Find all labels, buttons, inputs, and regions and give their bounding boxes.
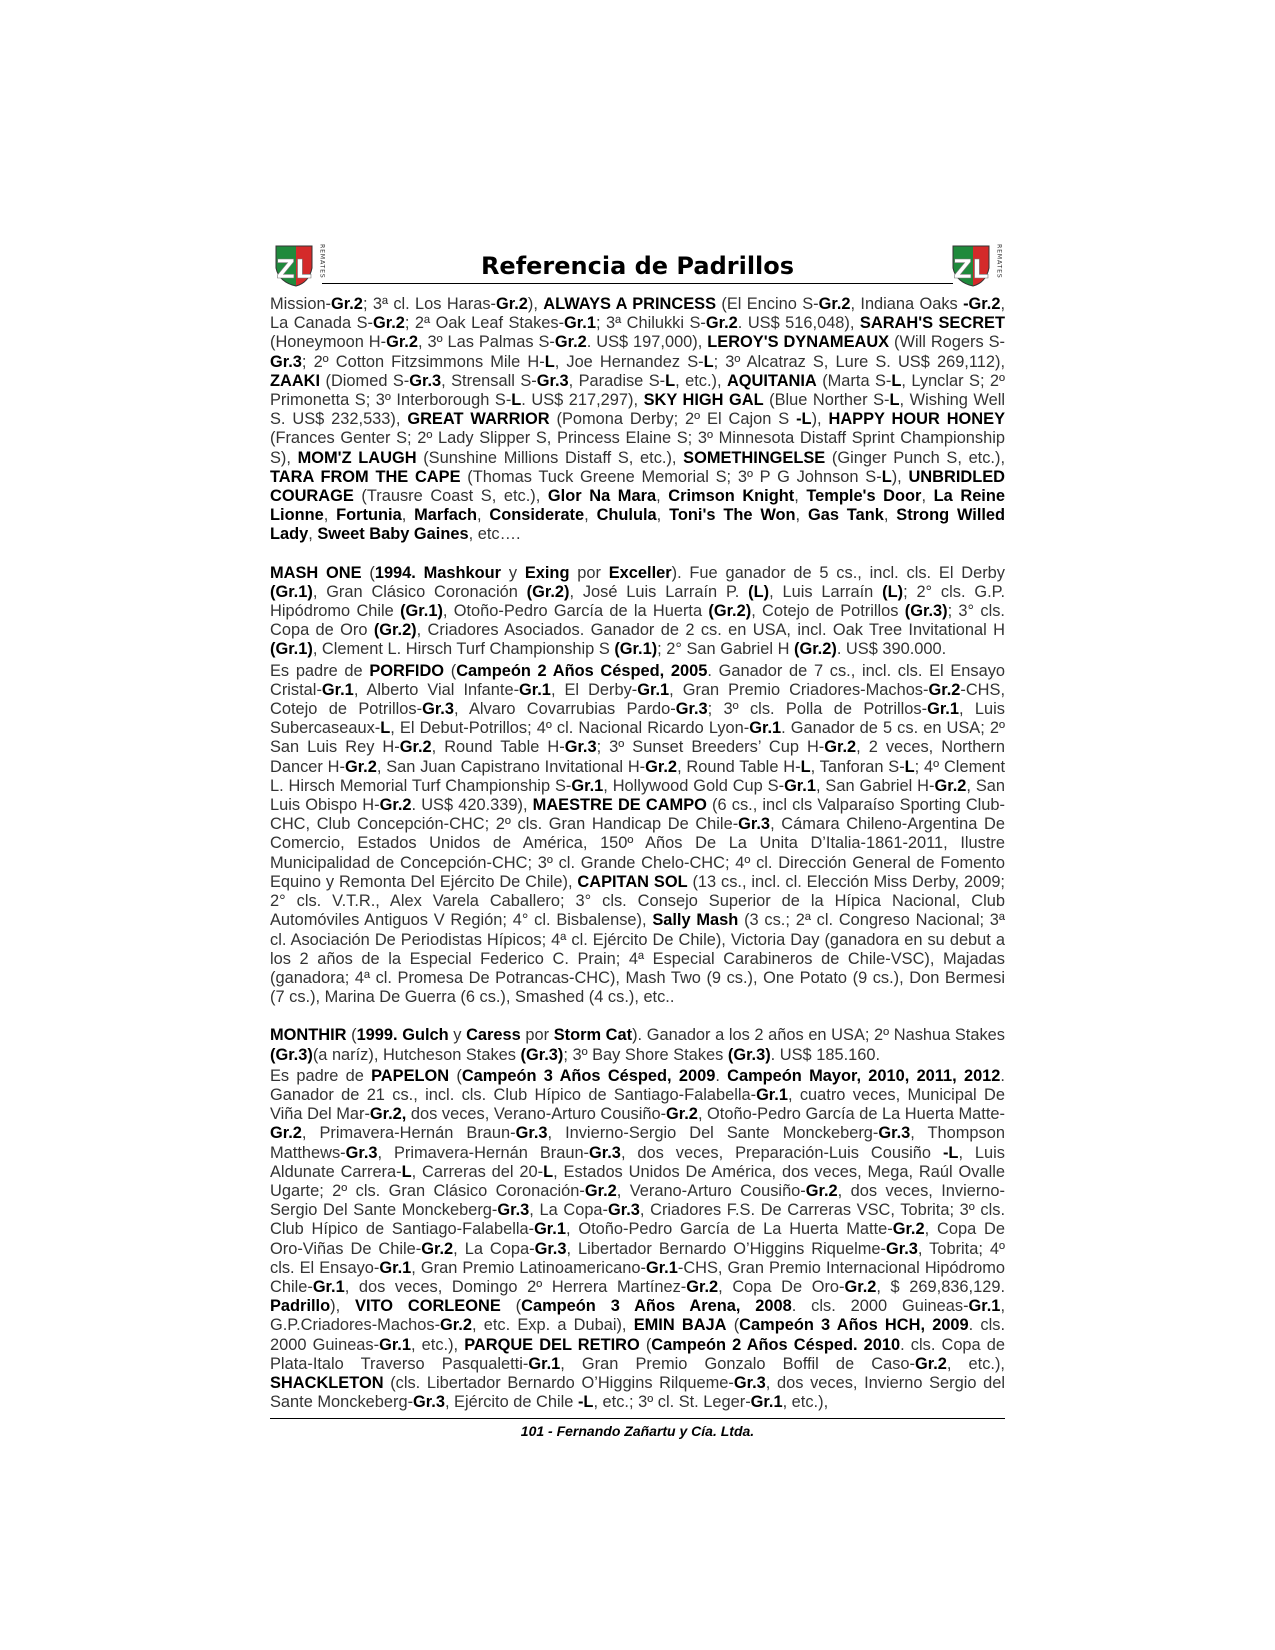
paragraph-monthir: MONTHIR (1999. Gulch y Caress por Storm Cat). Ganador a los 2 años en USA; 2º Nashua Stakes (Gr.3)(a naríz), Hutcheson Stakes (Gr.3); 3º Bay Shore Stakes (Gr.3). US$ 185.160. <box>270 1026 1005 1064</box>
paragraph-mash-one-offspring: Es padre de PORFIDO (Campeón 2 Años Césped, 2005. Ganador de 7 cs., incl. cls. El Ensayo Cristal-Gr.1, Alberto Vial Infante-Gr.1, El Derby-Gr.1, Gran Premio Criadores-Machos-Gr.2-CHS, Cotejo de Potrillos-Gr.3, Alvaro Covarrubias Pardo-Gr.3; 3º cls. Polla de Potrillos-Gr.1, Luis Subercaseaux-L, El Debut-Potrillos; 4º cl. Nacional Ricardo Lyon-Gr.1. Ganador de 5 cs. en USA; 2º San Luis Rey H-Gr.2, Round Table H-Gr.3; 3º Sunset Breeders’ Cup H-Gr.2, 2 veces, Northern Dancer H-Gr.2, San Juan Capistrano Invitational H-Gr.2, Round Table H-L, Tanforan S-L; 4º Clement L. Hirsch Memorial Turf Championship S-Gr.1, Hollywood Gold Cup S-Gr.1, San Gabriel H-Gr.2, San Luis Obispo H-Gr.2. US$ 420.339), MAESTRE DE CAMPO (6 cs., incl cls Valparaíso Sporting Club-CHC, Club Concepción-CHC; 2º cls. Gran Handicap De Chile-Gr.3, Cámara Chileno-Argentina De Comercio, Estados Unidos de América, 150º Años De La Unita D’Italia-1861-2011, Ilustre Municipalidad de Concepción-CHC; 3º cl. Grande Chelo-CHC; 4º cl. Dirección General de Fomento Equino y Remonta Del Ejército De Chile), CAPITAN SOL (13 cs., incl. cl. Elección Miss Derby, 2009; 2° cls. V.T.R., Alex Varela Caballero; 3° cls. Consejo Superior de la Hípica Nacional, Club Automóviles Antiguos V Región; 4° cl. Bisbalense), Sally Mash (3 cs.; 2ª cl. Congreso Nacional; 3ª cl. Asociación De Periodistas Hípicos; 4ª cl. Ejército De Chile), Victoria Day (ganadora en su debut a los 2 años de la Especial Federico C. Prain; 4ª Especial Carabineros de Chile-VSC), Majadas (ganadora; 4ª cl. Promesa De Potrancas-CHC), Mash Two (9 cs.), One Potato (9 cs.), Don Bermesi (7 cs.), Marina De Guerra (6 cs.), Smashed (4 cs.), etc.. <box>270 661 1006 1007</box>
svg-text:REMATES: REMATES <box>995 244 1003 279</box>
svg-text:ZL: ZL <box>953 255 989 285</box>
paragraph-continuation: Mission-Gr.2; 3ª cl. Los Haras-Gr.2), ALWAYS A PRINCESS (El Encino S-Gr.2, Indiana Oaks -Gr.2, La Canada S-Gr.2; 2ª Oak Leaf Stakes-Gr.1; 3ª Chilukki S-Gr.2. US$ 516,048), SARAH'S SECRET (Honeymoon H-Gr.2, 3º Las Palmas S-Gr.2. US$ 197,000), LEROY'S DYNAMEAUX (Will Rogers S-Gr.3; 2º Cotton Fitzsimmons Mile H-L, Joe Hernandez S-L; 3º Alcatraz S, Lure S. US$ 269,112), ZAAKI (Diomed S-Gr.3, Strensall S-Gr.3, Paradise S-L, etc.), AQUITANIA (Marta S-L, Lynclar S; 2º Primonetta S; 3º Interborough S-L. US$ 217,297), SKY HIGH GAL (Blue Norther S-L, Wishing Well S. US$ 232,533), GREAT WARRIOR (Pomona Derby; 2º El Cajon S -L), HAPPY HOUR HONEY (Frances Genter S; 2º Lady Slipper S, Princess Elaine S; 3º Minnesota Distaff Sprint Championship S), MOM'Z LAUGH (Sunshine Millions Distaff S, etc.), SOMETHINGELSE (Ginger Punch S, etc.), TARA FROM THE CAPE (Thomas Tuck Greene Memorial S; 3º P G Johnson S-L), UNBRIDLED COURAGE (Trausre Coast S, etc.), Glor Na Mara, Crimson Knight, Temple's Door, La Reine Lionne, Fortunia, Marfach, Considerate, Chulula, Toni's The Won, Gas Tank, Strong Willed Lady, Sweet Baby Gaines, etc…. <box>270 295 1006 544</box>
page-title: Referencia de Padrillos <box>480 252 795 280</box>
zl-remates-logo-icon <box>947 240 1005 290</box>
document-page <box>270 240 1005 1439</box>
footer-divider <box>270 1418 1005 1419</box>
paragraph-monthir-offspring: Es padre de PAPELON (Campeón 3 Años Césped, 2009. Campeón Mayor, 2010, 2011, 2012. Ganador de 21 cs., incl. cls. Club Hípico de Santiago-Falabella-Gr.1, cuatro veces, Municipal De Viña Del Mar-Gr.2, dos veces, Verano-Arturo Cousiño-Gr.2, Otoño-Pedro García de La Huerta Matte-Gr.2, Primavera-Hernán Braun-Gr.3, Invierno-Sergio Del Sante Monckeberg-Gr.3, Thompson Matthews-Gr.3, Primavera-Hernán Braun-Gr.3, dos veces, Preparación-Luis Cousiño -L, Luis Aldunate Carrera-L, Carreras del 20-L, Estados Unidos De América, dos veces, Mega, Raúl Ovalle Ugarte; 2º cls. Gran Clásico Coronación-Gr.2, Verano-Arturo Cousiño-Gr.2, dos veces, Invierno-Sergio Del Sante Monckeberg-Gr.3, La Copa-Gr.3, Criadores F.S. De Carreras VSC, Tobrita; 3º cls. Club Hípico de Santiago-Falabella-Gr.1, Otoño-Pedro García de La Huerta Matte-Gr.2, Copa De Oro-Viñas De Chile-Gr.2, La Copa-Gr.3, Libertador Bernardo O’Higgins Riquelme-Gr.3, Tobrita; 4º cls. El Ensayo-Gr.1, Gran Premio Latinoamericano-Gr.1-CHS, Gran Premio Internacional Hipódromo Chile-Gr.1, dos veces, Domingo 2º Herrera Martínez-Gr.2, Copa De Oro-Gr.2, $ 269,836,129. Padrillo), VITO CORLEONE (Campeón 3 Años Arena, 2008. cls. 2000 Guineas-Gr.1, G.P.Criadores-Machos-Gr.2, etc. Exp. a Dubai), EMIN BAJA (Campeón 3 Años HCH, 2009. cls. 2000 Guineas-Gr.1, etc.), PARQUE DEL RETIRO (Campeón 2 Años Césped. 2010. cls. Copa de Plata-Italo Traverso Pasqualetti-Gr.1, Gran Premio Gonzalo Boffil de Caso-Gr.2, etc.), SHACKLETON (cls. Libertador Bernardo O’Higgins Rilqueme-Gr.3, dos veces, Invierno Sergio del Sante Monckeberg-Gr.3, Ejército de Chile -L, etc.; 3º cl. St. Leger-Gr.1, etc.), <box>270 1066 1006 1412</box>
page-header <box>270 240 1005 298</box>
svg-text:REMATES: REMATES <box>318 244 326 279</box>
page-footer: 101 - Fernando Zañartu y Cía. Ltda. <box>520 1423 755 1440</box>
stallion-references <box>270 295 1005 1412</box>
svg-text:ZL: ZL <box>276 255 312 285</box>
paragraph-mash-one: MASH ONE (1994. Mashkour y Exing por Exceller). Fue ganador de 5 cs., incl. cls. El Derby (Gr.1), Gran Clásico Coronación (Gr.2), José Luis Larraín P. (L), Luis Larraín (L); 2° cls. G.P. Hipódromo Chile (Gr.1), Otoño-Pedro García de la Huerta (Gr.2), Cotejo de Potrillos (Gr.3); 3° cls. Copa de Oro (Gr.2), Criadores Asociados. Ganador de 2 cs. en USA, incl. Oak Tree Invitational H (Gr.1), Clement L. Hirsch Turf Championship S (Gr.1); 2° San Gabriel H (Gr.2). US$ 390.000. <box>270 563 1006 659</box>
header-divider <box>322 283 953 284</box>
